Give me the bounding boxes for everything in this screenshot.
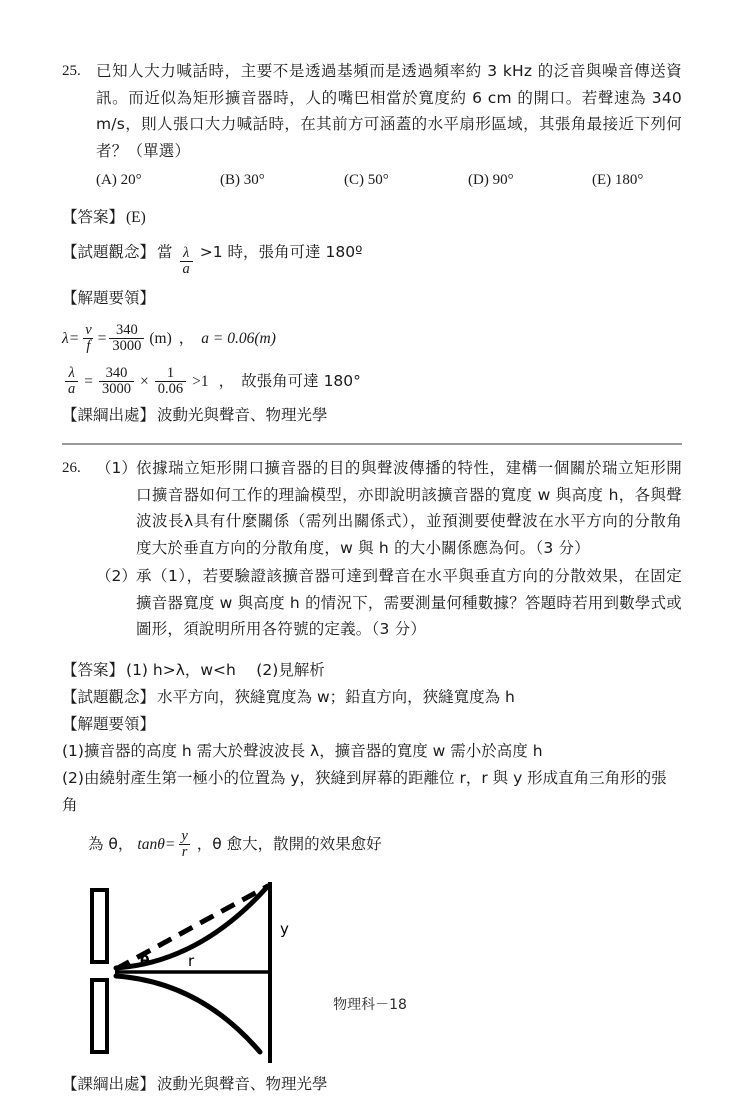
q26-method-label: 【解題要領】 xyxy=(62,714,156,733)
question-26-part-2-text: 承（1），若要驗證該擴音器可達到聲音在水平與垂直方向的分散效果，在固定擴音器寬度 w 與高度 h 的情況下，需要測量何種數據？答題時若用到數學式或圖形，須說明所用各符號的定義。（3 分） xyxy=(136,567,682,639)
option-b[interactable]: (B) 30° xyxy=(220,172,265,188)
q25-f2-tail: 故張角可達 180° xyxy=(241,371,361,390)
q25-f2-separator: ， xyxy=(218,371,235,390)
q25-f1-unit: (m) xyxy=(149,329,172,347)
q25-f2-den-3000: 3000 xyxy=(99,381,134,397)
question-26-part-2 xyxy=(96,563,682,643)
q26-source-line xyxy=(62,1071,682,1098)
y-label: y xyxy=(280,919,289,938)
diffraction-diagram xyxy=(62,880,682,1065)
q25-f1-den-f: f xyxy=(83,338,93,354)
page-footer: 物理科－18 xyxy=(333,997,407,1013)
r-label: r xyxy=(188,951,195,970)
q25-f2-num-lambda: λ xyxy=(68,364,75,381)
option-a[interactable]: (A) 20° xyxy=(96,172,142,188)
q25-concept-fraction xyxy=(177,246,196,277)
section-divider xyxy=(62,443,682,445)
q25-f1-rhs: a = 0.06(m) xyxy=(201,329,276,347)
q25-concept-denominator: a xyxy=(180,261,193,277)
question-26 xyxy=(62,455,682,643)
q26-theta-suffix: ，θ 愈大，散開的效果愈好 xyxy=(196,835,382,854)
q26-method-label-line xyxy=(62,711,682,738)
q25-f2-times: × xyxy=(140,372,149,390)
q25-concept-prefix: 當 xyxy=(157,243,173,261)
q25-concept-label: 【試題觀念】 xyxy=(62,243,156,261)
q25-formula-1 xyxy=(62,321,682,355)
q25-f2-gt: >1 xyxy=(192,372,209,390)
q26-theta-prefix: 為 θ， xyxy=(88,835,134,854)
lower-barrier-plate xyxy=(92,980,107,1052)
q25-formula-2 xyxy=(62,364,682,398)
q26-source-value: 波動光與聲音、物理光學 xyxy=(157,1074,328,1093)
q26-tan-numerator: y xyxy=(181,828,188,845)
q25-f1-separator: ， xyxy=(178,328,195,347)
q25-f1-num-340: 340 xyxy=(116,321,138,338)
q26-tan-expression: tanθ= xyxy=(137,836,176,854)
upper-barrier-plate xyxy=(92,890,107,962)
q25-f2-num-340: 340 xyxy=(105,364,128,381)
q25-f1-lhs: λ= xyxy=(62,329,80,347)
question-25-options xyxy=(96,168,682,192)
question-26-part-1-text: 依據瑞立矩形開口擴音器的目的與聲波傳播的特性，建構一個關於瑞立矩形開口擴音器如何工作的理論模型，亦即說明該擴音器的寬度 w 與高度 h，各與聲波波長λ具有什麼關係（需列出關係式），並預測要使聲波在水平方向的分散角度大於垂直方向的分散角度，w 與 h 的大小關係應為何。（3 分） xyxy=(136,459,682,557)
q25-source-value: 波動光與聲音、物理光學 xyxy=(157,406,328,425)
q25-source-label: 【課綱出處】 xyxy=(62,406,156,425)
q26-answer-label: 【答案】 xyxy=(62,660,125,679)
q26-source-label: 【課綱出處】 xyxy=(62,1074,156,1093)
q26-concept-label: 【試題觀念】 xyxy=(62,687,156,706)
q25-f2-den-a: a xyxy=(65,381,78,397)
q26-concept-line xyxy=(62,684,682,711)
question-25-number: 25. xyxy=(62,63,81,79)
option-c[interactable]: (C) 50° xyxy=(344,172,389,188)
q25-method-label-line xyxy=(62,285,682,312)
question-26-number: 26. xyxy=(62,460,81,477)
question-26-part-1 xyxy=(96,455,682,561)
q26-method-line-2: (2)由繞射產生第一極小的位置為 y，狹縫到屏幕的距離位 r，r 與 y 形成直角三角形的張角 xyxy=(62,768,667,814)
q25-f1-equals: = xyxy=(97,329,107,347)
q25-answer-value: (E) xyxy=(126,209,146,226)
question-25 xyxy=(62,58,682,164)
diffraction-diagram-svg xyxy=(80,880,320,1065)
q25-f1-den-3000: 3000 xyxy=(109,338,144,354)
q25-method-label: 【解題要領】 xyxy=(62,289,156,308)
q25-f2-equals: = xyxy=(84,372,93,390)
q26-tan-denominator: r xyxy=(179,844,191,860)
q25-answer-label: 【答案】 xyxy=(62,208,125,226)
q26-method-line-1: (1)擴音器的高度 h 需大於聲波波長 λ，擴音器的寬度 w 需小於高度 h xyxy=(62,741,543,760)
page-content xyxy=(62,58,682,1098)
q26-answer-value: (1) h>λ，w<h (2)見解析 xyxy=(126,660,325,679)
option-e[interactable]: (E) 180° xyxy=(592,172,644,188)
question-26-part-1-mark: （1） xyxy=(96,459,137,478)
q25-source-line xyxy=(62,402,682,429)
q25-concept-numerator: λ xyxy=(183,245,190,261)
q26-method-line-3 xyxy=(88,828,682,862)
question-25-stem: 已知人大力喊話時，主要不是透過基頻而是透過頻率約 3 kHz 的泛音與噪音傳送資訊。而近似為矩形擴音器時，人的嘴巴相當於寬度約 6 cm 的開口。若聲速為 340 m/s，則人張口大力喊話時，在其前方可涵蓋的水平扇形區域，其張角最接近下列何者？（單選） xyxy=(96,62,682,160)
option-d[interactable]: (D) 90° xyxy=(468,172,514,188)
q25-answer-line xyxy=(62,204,682,231)
q26-concept-value: 水平方向，狹縫寬度為 w；鉛直方向，狹縫寬度為 h xyxy=(157,687,515,706)
q25-f2-den-006: 0.06 xyxy=(155,381,186,397)
question-26-part-2-mark: （2） xyxy=(96,567,137,586)
q25-f2-num-1: 1 xyxy=(166,364,175,381)
theta-label: θ xyxy=(140,953,150,970)
q25-f1-num-v: v xyxy=(85,321,92,338)
q25-concept-line xyxy=(62,239,682,277)
q26-answer-line xyxy=(62,657,682,684)
q25-concept-suffix: >1 時，張角可達 180º xyxy=(199,243,363,261)
